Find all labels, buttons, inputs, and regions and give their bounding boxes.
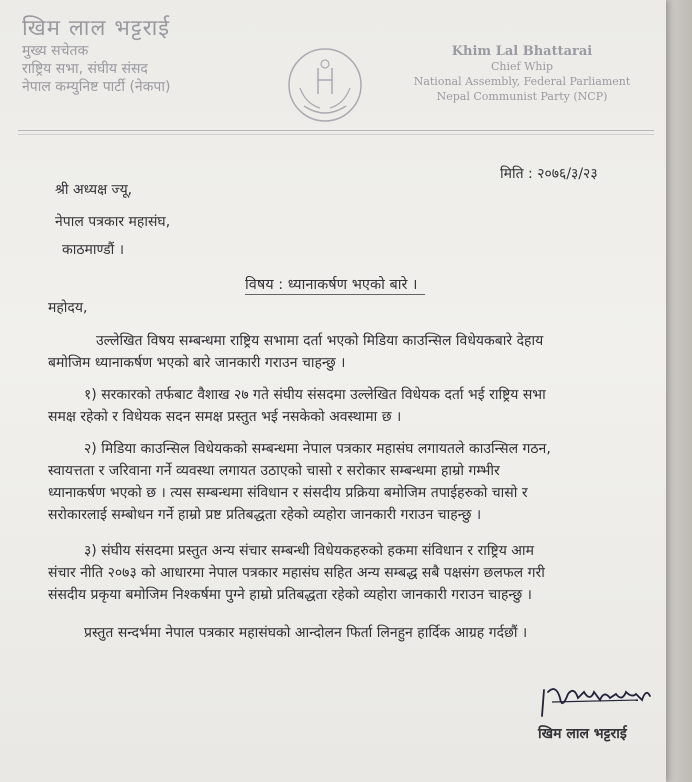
letterhead-name-nepali: खिम लाल भट्टराई — [22, 16, 171, 41]
subject-underline — [245, 294, 425, 295]
paragraph-line: संचार नीति २०७३ को आधारमा नेपाल पत्रकार महासंघ सहित अन्य सम्बद्ध सबै पक्षसंग छलफल गरी — [48, 565, 545, 581]
addressee-line: श्री अध्यक्ष ज्यू, — [55, 182, 133, 198]
paragraph-line: समक्ष रहेको र विधेयक सदन समक्ष प्रस्तुत भई नसकेको अवस्थामा छ । — [48, 409, 402, 425]
letterhead-rule — [18, 130, 654, 131]
letterhead-office-english: National Assembly, Federal Parliament — [413, 75, 631, 88]
letterhead-right — [412, 44, 632, 104]
paragraph-line: प्रस्तुत सन्दर्भमा नेपाल पत्रकार महासंघको आन्दोलन फिर्ता लिनहुन हार्दिक आग्रह गर्दछौं । — [84, 625, 528, 641]
paragraph-intro — [48, 330, 543, 374]
paragraph-closing — [48, 622, 527, 644]
letterhead-title-nepali: मुख्य सचेतक — [22, 43, 89, 59]
paragraph-line: १) सरकारको तर्फबाट वैशाख २७ गते संघीय संसदमा उल्लेखित विधेयक दर्ता भई राष्ट्रिय सभा — [84, 387, 546, 403]
paragraph-line: सरोकारलाई सम्बोधन गर्ने हाम्रो प्रष्ट प्रतिबद्धता रहेको व्यहोरा जानकारी गराउन चाहन्छु । — [48, 507, 482, 523]
letterhead-party-nepali: नेपाल कम्युनिष्ट पार्टी (नेकपा) — [22, 79, 171, 95]
letter-date: मिति : २०७६/३/२३ — [500, 166, 598, 182]
letterhead-rule-thin — [18, 134, 654, 135]
letter-subject: विषय : ध्यानाकर्षण भएको बारे । — [245, 277, 418, 293]
letterhead-name-english: Khim Lal Bhattarai — [451, 44, 593, 59]
letterhead-title-english: Chief Whip — [490, 60, 554, 73]
salutation: महोदय, — [48, 300, 88, 316]
paragraph-line: ३) संघीय संसदमा प्रस्तुत अन्य संचार सम्बन्धी विधेयकहरुको हकमा संविधान र राष्ट्रिय आम — [84, 543, 534, 559]
emblem-icon — [282, 44, 368, 126]
paragraph-line: ध्यानाकर्षण भएको छ । त्यस सम्बन्धमा संविधान र संसदीय प्रक्रिया बमोजिम तपाईहरुको चासो र — [48, 485, 528, 501]
paragraph-line: स्वायत्तता र जरिवाना गर्ने व्यवस्था लगायत उठाएको चासो र सरोकार सम्बन्धमा हाम्रो गम्भीर — [48, 463, 500, 479]
paragraph-line: संसदीय प्रकृया बमोजिम निश्कर्षमा पुग्ने हाम्रो प्रतिबद्धता रहेको व्यहोरा जानकारी गराउन चाहन्छु । — [48, 587, 532, 603]
addressee-line: नेपाल पत्रकार महासंघ, — [55, 214, 171, 230]
handwritten-signature — [538, 680, 658, 722]
signatory-name: खिम लाल भट्टराई — [538, 726, 627, 742]
paragraph-line: २) मिडिया काउन्सिल विधेयकको सम्बन्धमा नेपाल पत्रकार महासंघ लगायतले काउन्सिल गठन, — [84, 441, 551, 457]
paragraph-line: बमोजिम ध्यानाकर्षण भएको बारे जानकारी गराउन चाहन्छु । — [48, 355, 346, 371]
letterhead-left — [22, 12, 170, 96]
paragraph-point-1 — [48, 384, 546, 428]
letterhead-office-nepali: राष्ट्रिय सभा, संघीय संसद — [22, 61, 148, 77]
addressee-line: काठमाण्डौं । — [62, 242, 125, 258]
paragraph-line: उल्लेखित विषय सम्बन्धमा राष्ट्रिय सभामा दर्ता भएको मिडिया काउन्सिल विधेयकबारे देहाय — [96, 333, 544, 349]
letterhead-party-english: Nepal Communist Party (NCP) — [436, 90, 608, 103]
paragraph-point-3 — [48, 540, 545, 606]
paragraph-point-2 — [48, 438, 551, 526]
